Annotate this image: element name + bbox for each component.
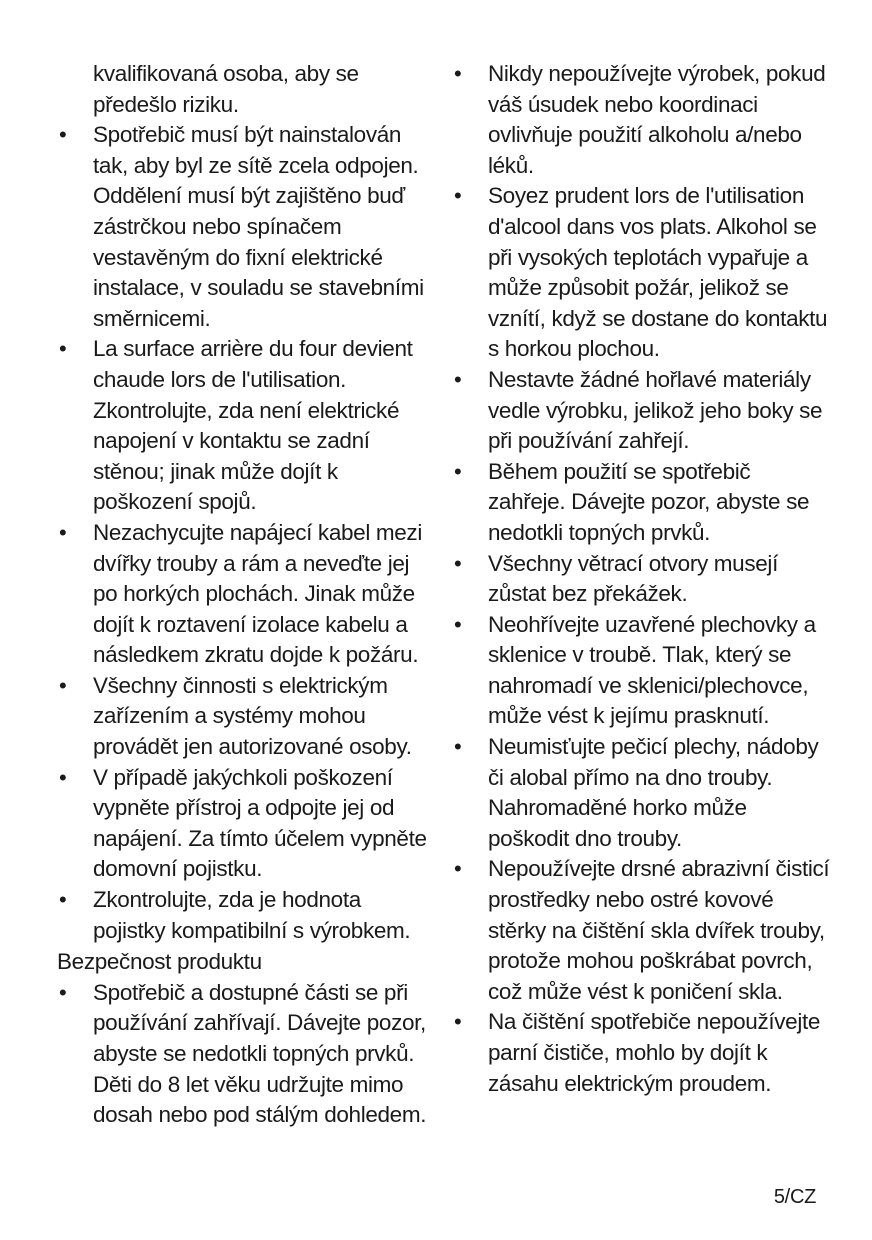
list-item-text: Všechny činnosti s elektrickým zařízením a systémy mohou provádět jen autorizované osoby. xyxy=(93,672,412,760)
list-item xyxy=(452,610,832,732)
bullet-icon: • xyxy=(454,366,462,392)
section-heading: Bezpečnost produktu xyxy=(57,949,262,975)
bullet-icon: • xyxy=(454,183,462,209)
list-item-text: Na čištění spotřebiče nepoužívejte parní čističe, mohlo by dojít k zásahu elektrickým proudem. xyxy=(488,1009,821,1096)
bullet-icon: • xyxy=(454,734,462,760)
list-item xyxy=(57,334,437,518)
list-item-text: Soyez prudent lors de l'utilisation d'alcool dans vos plats. Alkohol se při vysokých teplotách vypařuje a může způsobit požár, jelikož se vznítí, když se dostane do kontaktu s horkou plochou. xyxy=(488,183,828,362)
list-item xyxy=(57,671,437,763)
bullet-icon: • xyxy=(59,336,67,362)
list-item xyxy=(452,365,832,457)
list-item-text: Všechny větrací otvory musejí zůstat bez překážek. xyxy=(488,550,778,607)
list-item-text: Nestavte žádné hořlavé materiály vedle výrobku, jelikož jeho boky se při používání zahřejí. xyxy=(488,366,823,454)
bullet-icon: • xyxy=(454,550,462,576)
bullet-icon: • xyxy=(59,979,67,1005)
list-item xyxy=(57,885,437,946)
bullet-icon: • xyxy=(59,122,67,148)
page-number: 5/CZ xyxy=(773,1186,816,1208)
list-item xyxy=(57,120,437,334)
list-item xyxy=(452,457,832,549)
bullet-icon: • xyxy=(454,1009,462,1035)
list-item-text: Zkontrolujte, zda je hodnota pojistky kompatibilní s výrobkem. xyxy=(93,887,411,943)
list-item xyxy=(452,732,832,854)
list-item-text: Neumisťujte pečicí plechy, nádoby či alobal přímo na dno trouby. Nahromaděné horko může poškodit dno trouby. xyxy=(488,734,819,851)
list-item xyxy=(57,518,437,671)
list-item xyxy=(452,181,832,365)
list-item xyxy=(452,549,832,610)
list-item-text: Spotřebič a dostupné části se při používání zahřívají. Dávejte pozor, abyste se nedotkli topných prvků. Děti do 8 let věku udržujte mimo dosah nebo pod stálým dohledem. xyxy=(93,979,427,1128)
bullet-icon: • xyxy=(454,856,462,882)
list-item-text: Neohřívejte uzavřené plechovky a sklenice v troubě. Tlak, který se nahromadí ve sklenici/plechovce, může vést k jejímu prasknutí. xyxy=(488,611,816,729)
bullet-icon: • xyxy=(59,519,67,545)
bullet-icon: • xyxy=(454,61,462,86)
bullet-icon: • xyxy=(454,611,462,637)
list-item-text: La surface arrière du four devient chaude lors de l'utilisation. Zkontrolujte, zda není elektrické napojení v kontaktu se zadní stěnou; jinak může dojít k poškození spojů. xyxy=(93,336,413,515)
continuation-text: kvalifikovaná osoba, aby se předešlo riziku. xyxy=(93,61,359,117)
list-item-text: Nikdy nepoužívejte výrobek, pokud váš úsudek nebo koordinaci ovlivňuje použití alkoholu a/nebo léků. xyxy=(488,61,826,178)
bullet-icon: • xyxy=(59,764,67,790)
list-item xyxy=(57,978,437,1131)
list-item-text: Nezachycujte napájecí kabel mezi dvířky trouby a rám a neveďte jej po horkých plochách. Jinak může dojít k roztavení izolace kabelu a následkem zkratu dojde k požáru. xyxy=(93,519,422,668)
left-column xyxy=(57,59,437,1131)
right-column xyxy=(452,59,832,1099)
bullet-icon: • xyxy=(59,672,67,698)
list-item xyxy=(452,854,832,1007)
list-item-text: V případě jakýchkoli poškození vypněte přístroj a odpojte jej od napájení. Za tímto účelem vypněte domovní pojistku. xyxy=(93,764,427,882)
bullet-icon: • xyxy=(59,887,67,913)
list-item-text: Nepoužívejte drsné abrazivní čisticí prostředky nebo ostré kovové stěrky na čištění skla dvířek trouby, protože mohou poškrábat povrch, což může vést k poničení skla. xyxy=(488,856,830,1004)
list-item-text: Během použití se spotřebič zahřeje. Dávejte pozor, abyste se nedotkli topných prvků. xyxy=(488,458,810,545)
list-item xyxy=(452,59,832,181)
list-item-text: Spotřebič musí být nainstalován tak, aby byl ze sítě zcela odpojen. Oddělení musí být zajištěno buď zástrčkou nebo spínačem vestavěným do fixní elektrické instalace, v souladu se stavebními směrnicemi. xyxy=(93,122,424,331)
list-item xyxy=(57,763,437,885)
bullet-icon: • xyxy=(454,458,462,484)
list-item xyxy=(452,1007,832,1099)
